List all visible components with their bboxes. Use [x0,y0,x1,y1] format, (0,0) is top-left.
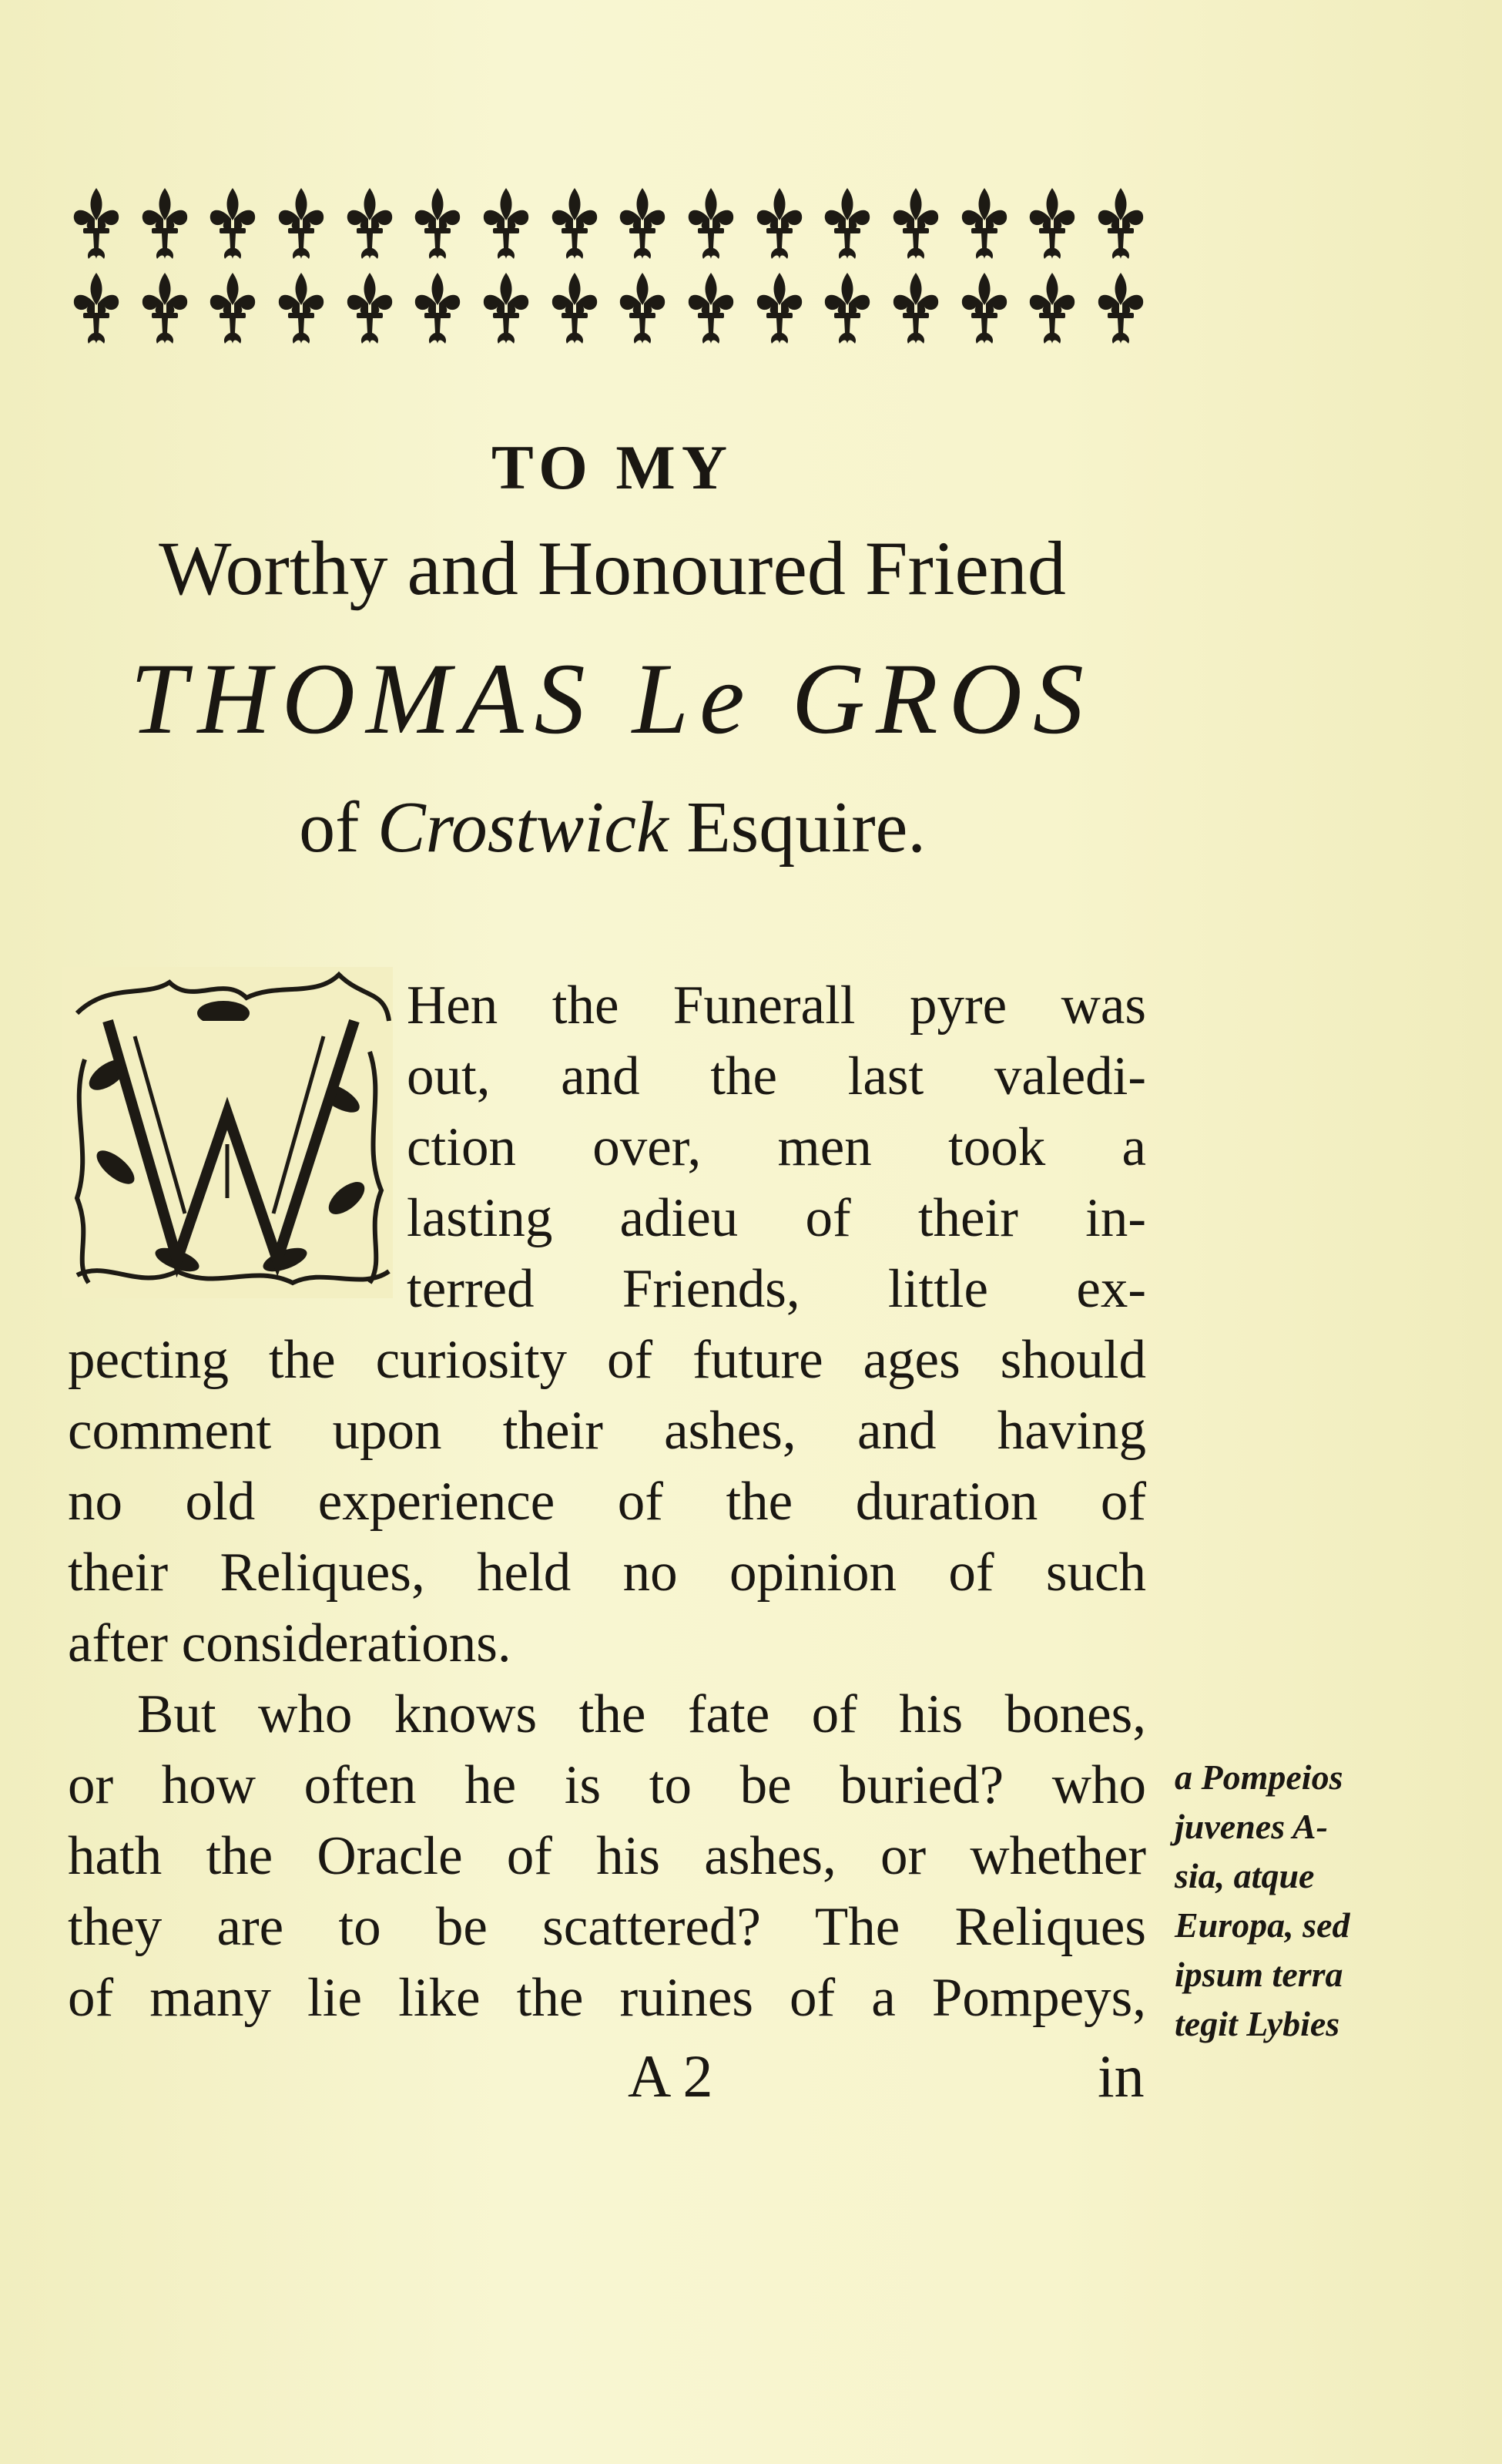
text-line: Hen the Funerall pyre was [407,975,1146,1036]
fleur-de-lis-icon [206,270,260,347]
fleur-de-lis-icon [206,185,260,262]
fleur-de-lis-icon [820,185,874,262]
text-line: they are to be scattered? The Reliques [68,1897,1146,1957]
fleur-de-lis-icon [548,270,602,347]
ornament-border [69,181,1148,351]
fleur-de-lis-icon [1025,270,1079,347]
fleur-de-lis-icon [753,185,806,262]
heading-name: THOMAS Le GROS [130,642,1095,755]
fleur-de-lis-icon [889,270,943,347]
sidenote-line: a Pompeios [1175,1757,1343,1797]
fleur-de-lis-icon [957,185,1011,262]
fleur-de-lis-icon [479,270,533,347]
heading-place [0,786,1225,869]
fleur-de-lis-icon [957,270,1011,347]
place-prefix: of [299,787,377,868]
text-line: after considerations. [68,1613,511,1673]
text-line: terred Friends, little ex- [407,1259,1146,1319]
catchword: in [1098,2043,1145,2110]
fleur-de-lis-icon [274,185,328,262]
fleur-de-lis-icon [684,270,738,347]
sidenote-line: ipsum terra [1175,1955,1343,1994]
text-line: pecting the curiosity of future ages should [68,1330,1146,1390]
text-line: hath the Oracle of his ashes, or whether [68,1826,1146,1886]
fleur-de-lis-icon [1094,270,1148,347]
fleur-de-lis-icon [753,270,806,347]
sidenote-line: sia, atque [1175,1856,1315,1895]
fleur-de-lis-icon [69,270,123,347]
fleur-de-lis-icon [615,185,669,262]
ornament-row-top [69,181,1148,266]
marginal-note [1175,1753,1483,2049]
sidenote-line: tegit Lybies [1175,2004,1340,2043]
fleur-de-lis-icon [684,185,738,262]
fleur-de-lis-icon [820,270,874,347]
text-line: lasting adieu of their in- [407,1188,1146,1248]
fleur-de-lis-icon [138,270,192,347]
fleur-de-lis-icon [889,185,943,262]
fleur-de-lis-icon [1094,185,1148,262]
decorated-initial-w-icon [62,967,393,1298]
text-line: But who knows the fate of his bones, [137,1684,1146,1744]
ornament-row-bottom [69,266,1148,351]
fleur-de-lis-icon [548,185,602,262]
fleur-de-lis-icon [411,185,464,262]
sidenote-line: juvenes A- [1175,1807,1328,1846]
text-line: or how often he is to be buried? who [68,1755,1146,1815]
fleur-de-lis-icon [274,270,328,347]
place-suffix: Esquire. [668,787,926,868]
text-line: ction over, men took a [407,1117,1146,1177]
place-italic: Crostwick [377,787,669,868]
fleur-de-lis-icon [138,185,192,262]
fleur-de-lis-icon [479,185,533,262]
fleur-de-lis-icon [615,270,669,347]
text-line: their Reliques, held no opinion of such [68,1543,1146,1603]
heading-to-my: TO MY [491,432,734,502]
sidenote-line: Europa, sed [1175,1905,1350,1945]
heading-friend: Worthy and Honoured Friend [159,525,1066,611]
fleur-de-lis-icon [69,185,123,262]
fleur-de-lis-icon [343,270,397,347]
fleur-de-lis-icon [1025,185,1079,262]
text-line: of many lie like the ruines of a Pompeys, [68,1968,1146,2028]
fleur-de-lis-icon [343,185,397,262]
text-line: comment upon their ashes, and having [68,1401,1146,1461]
signature-mark: A 2 [628,2043,713,2110]
text-line: no old experience of the duration of [68,1472,1146,1532]
fleur-de-lis-icon [411,270,464,347]
text-line: out, and the last valedi- [407,1046,1146,1106]
